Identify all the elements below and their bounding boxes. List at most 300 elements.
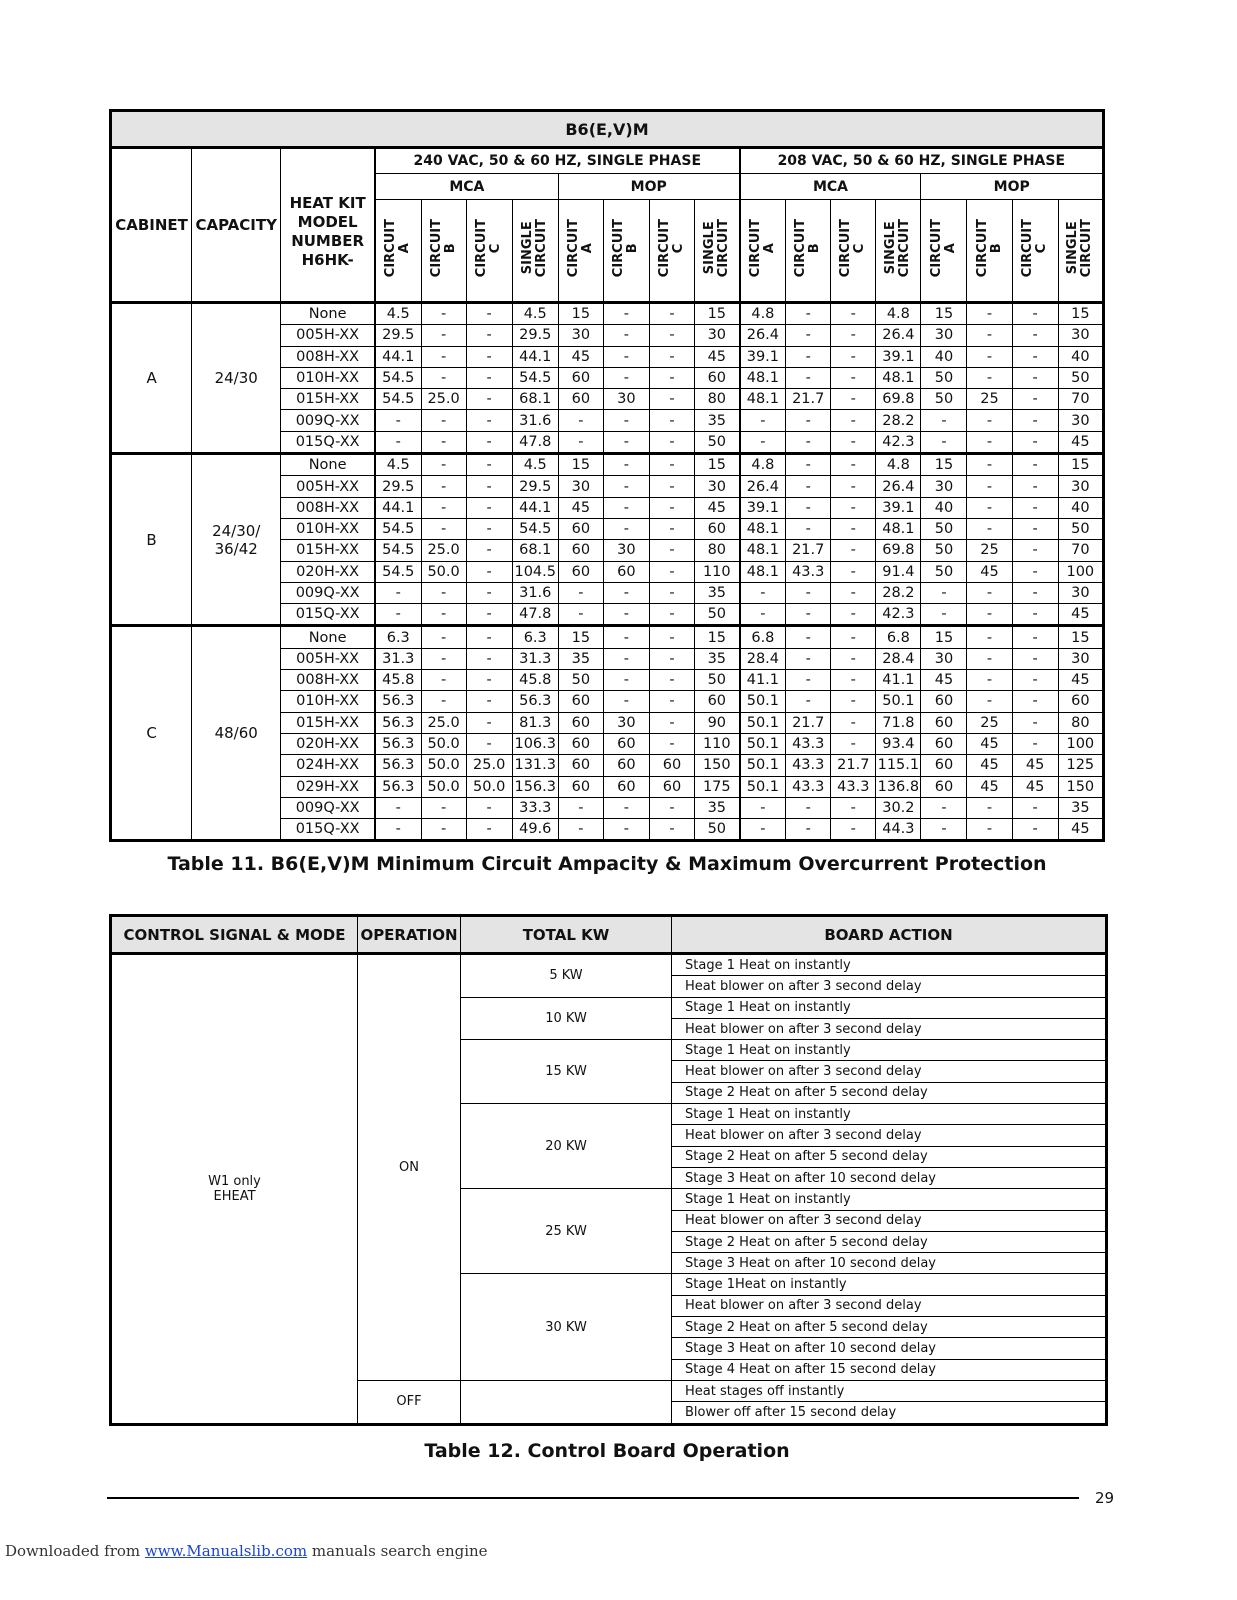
value-cell: 15 <box>921 454 967 476</box>
value-cell: 4.5 <box>512 454 558 476</box>
value-cell: 131.3 <box>512 755 558 776</box>
capacity-cell: 24/30 <box>192 303 281 454</box>
operation-cell: OFF <box>358 1380 461 1424</box>
board-action-cell: Heat blower on after 3 second delay <box>672 1295 1107 1316</box>
value-cell: 6.3 <box>512 626 558 648</box>
value-cell: - <box>1012 733 1058 754</box>
value-cell: 44.3 <box>876 819 921 841</box>
value-cell: 35 <box>1058 797 1103 818</box>
value-cell: - <box>786 497 831 518</box>
value-cell: - <box>649 497 694 518</box>
value-cell: - <box>466 367 512 388</box>
value-cell: 115.1 <box>876 755 921 776</box>
voltage-240-header: 240 VAC, 50 & 60 HZ, SINGLE PHASE <box>375 148 740 174</box>
value-cell: - <box>967 670 1012 691</box>
value-cell: 60 <box>921 712 967 733</box>
value-cell: 56.3 <box>375 733 421 754</box>
manualslib-link[interactable]: www.Manualslib.com <box>144 1542 308 1560</box>
board-action-cell: Heat stages off instantly <box>672 1380 1107 1401</box>
value-cell: - <box>603 604 649 626</box>
value-cell: - <box>603 431 649 453</box>
value-cell: 150 <box>1058 776 1103 797</box>
value-cell: 29.5 <box>375 325 421 346</box>
value-cell: 60 <box>558 389 603 410</box>
value-cell: 26.4 <box>876 325 921 346</box>
value-cell: 45 <box>1058 431 1103 453</box>
cabinet-cell: C <box>111 626 192 841</box>
value-cell: 4.5 <box>375 303 421 325</box>
board-action-cell: Heat blower on after 3 second delay <box>672 1210 1107 1231</box>
value-cell: - <box>967 367 1012 388</box>
circuit-header <box>876 200 921 303</box>
value-cell: 21.7 <box>786 712 831 733</box>
circuit-header <box>421 200 466 303</box>
board-action-cell: Heat blower on after 3 second delay <box>672 1125 1107 1146</box>
board-action-cell: Stage 1 Heat on instantly <box>672 1040 1107 1061</box>
model-cell: 015Q-XX <box>281 431 375 453</box>
value-cell: 30 <box>921 325 967 346</box>
total-kw-cell: 20 KW <box>461 1104 672 1189</box>
value-cell: 43.3 <box>786 755 831 776</box>
value-cell: 48.1 <box>740 389 786 410</box>
value-cell: 43.3 <box>786 776 831 797</box>
value-cell: - <box>421 431 466 453</box>
value-cell: 50.0 <box>421 755 466 776</box>
model-cell: None <box>281 454 375 476</box>
value-cell: 31.3 <box>512 648 558 669</box>
value-cell: - <box>740 582 786 603</box>
value-cell: 156.3 <box>512 776 558 797</box>
value-cell: 45 <box>967 755 1012 776</box>
model-cell: 015Q-XX <box>281 819 375 841</box>
value-cell: - <box>831 670 876 691</box>
value-cell: 15 <box>1058 303 1103 325</box>
value-cell: 4.8 <box>740 303 786 325</box>
value-cell: - <box>649 819 694 841</box>
circuit-header-label: CIRCUIT A <box>928 219 958 278</box>
value-cell: - <box>1012 431 1058 453</box>
value-cell: 50 <box>921 561 967 582</box>
table-12-caption: Table 12. Control Board Operation <box>424 1440 790 1462</box>
value-cell: 6.8 <box>876 626 921 648</box>
value-cell: 40 <box>1058 346 1103 367</box>
value-cell: 6.3 <box>375 626 421 648</box>
value-cell: 60 <box>558 367 603 388</box>
value-cell: - <box>786 431 831 453</box>
value-cell: 15 <box>695 454 740 476</box>
value-cell: - <box>649 303 694 325</box>
value-cell: 60 <box>603 733 649 754</box>
value-cell: 28.2 <box>876 582 921 603</box>
value-cell: - <box>466 648 512 669</box>
value-cell: 4.8 <box>876 454 921 476</box>
value-cell: - <box>603 303 649 325</box>
value-cell: 90 <box>695 712 740 733</box>
circuit-header <box>967 200 1012 303</box>
value-cell: 30 <box>1058 582 1103 603</box>
board-action-cell: Stage 3 Heat on after 10 second delay <box>672 1338 1107 1359</box>
value-cell: - <box>1012 389 1058 410</box>
value-cell: 56.3 <box>375 776 421 797</box>
value-cell: - <box>786 582 831 603</box>
value-cell: 45 <box>695 497 740 518</box>
value-cell: - <box>375 431 421 453</box>
value-cell: - <box>649 454 694 476</box>
value-cell: - <box>831 367 876 388</box>
value-cell: 60 <box>558 755 603 776</box>
value-cell: 31.3 <box>375 648 421 669</box>
value-cell: - <box>421 303 466 325</box>
value-cell: 56.3 <box>512 691 558 712</box>
value-cell: - <box>921 582 967 603</box>
value-cell: - <box>786 518 831 539</box>
value-cell: 50 <box>695 431 740 453</box>
value-cell: - <box>786 346 831 367</box>
value-cell: 30 <box>695 325 740 346</box>
total-kw-cell: 25 KW <box>461 1189 672 1274</box>
model-cell: 009Q-XX <box>281 797 375 818</box>
value-cell: - <box>967 582 1012 603</box>
value-cell: 50.0 <box>421 776 466 797</box>
board-action-cell: Heat blower on after 3 second delay <box>672 1061 1107 1082</box>
value-cell: - <box>967 626 1012 648</box>
footer-rule <box>107 1497 1079 1499</box>
value-cell: 125 <box>1058 755 1103 776</box>
value-cell: 15 <box>1058 626 1103 648</box>
value-cell: - <box>603 325 649 346</box>
value-cell: - <box>603 454 649 476</box>
value-cell: - <box>466 819 512 841</box>
value-cell: - <box>649 410 694 431</box>
value-cell: - <box>740 604 786 626</box>
value-cell: 54.5 <box>512 518 558 539</box>
value-cell: 42.3 <box>876 604 921 626</box>
circuit-header-label: SINGLE CIRCUIT <box>883 219 913 278</box>
value-cell: 48.1 <box>740 518 786 539</box>
value-cell: - <box>831 497 876 518</box>
value-cell: 50.1 <box>740 755 786 776</box>
value-cell: 60 <box>1058 691 1103 712</box>
circuit-header <box>786 200 831 303</box>
value-cell: 15 <box>558 626 603 648</box>
value-cell: 30.2 <box>876 797 921 818</box>
value-cell: 39.1 <box>740 346 786 367</box>
value-cell: - <box>649 604 694 626</box>
value-cell: - <box>466 582 512 603</box>
value-cell: 110 <box>695 733 740 754</box>
capacity-cell: 24/30/ 36/42 <box>192 454 281 626</box>
value-cell: - <box>421 626 466 648</box>
value-cell: 50.1 <box>740 691 786 712</box>
circuit-header-label: CIRCUIT C <box>474 219 504 278</box>
value-cell: 48.1 <box>740 540 786 561</box>
capacity-header: CAPACITY <box>192 148 281 303</box>
board-action-cell: Blower off after 15 second delay <box>672 1402 1107 1424</box>
value-cell: - <box>466 325 512 346</box>
value-cell: - <box>603 797 649 818</box>
value-cell: 45 <box>1058 670 1103 691</box>
value-cell: - <box>921 410 967 431</box>
value-cell: - <box>831 346 876 367</box>
circuit-header-label: CIRCUIT A <box>565 219 595 278</box>
model-cell: 015H-XX <box>281 389 375 410</box>
value-cell: 45 <box>967 776 1012 797</box>
value-cell: - <box>649 797 694 818</box>
value-cell: - <box>466 410 512 431</box>
value-cell: - <box>421 476 466 497</box>
value-cell: - <box>466 518 512 539</box>
value-cell: 60 <box>603 776 649 797</box>
value-cell: - <box>831 819 876 841</box>
value-cell: - <box>466 303 512 325</box>
value-cell: - <box>466 797 512 818</box>
mca-header: MCA <box>740 174 921 200</box>
circuit-header-label: CIRCUIT C <box>1020 219 1050 278</box>
circuit-header <box>512 200 558 303</box>
circuit-header-label: CIRCUIT B <box>611 219 641 278</box>
value-cell: 21.7 <box>786 540 831 561</box>
value-cell: - <box>466 454 512 476</box>
value-cell: 60 <box>558 712 603 733</box>
value-cell: - <box>1012 604 1058 626</box>
value-cell: 100 <box>1058 561 1103 582</box>
value-cell: - <box>831 454 876 476</box>
value-cell: - <box>649 670 694 691</box>
value-cell: 26.4 <box>740 476 786 497</box>
value-cell: 39.1 <box>876 346 921 367</box>
model-cell: 005H-XX <box>281 648 375 669</box>
value-cell: 50 <box>921 540 967 561</box>
model-cell: None <box>281 303 375 325</box>
value-cell: 43.3 <box>786 733 831 754</box>
value-cell: 93.4 <box>876 733 921 754</box>
value-cell: 30 <box>1058 648 1103 669</box>
value-cell: 30 <box>603 712 649 733</box>
value-cell: - <box>603 410 649 431</box>
value-cell: 45.8 <box>375 670 421 691</box>
value-cell: 40 <box>921 346 967 367</box>
value-cell: - <box>831 733 876 754</box>
value-cell: - <box>831 797 876 818</box>
value-cell: - <box>1012 454 1058 476</box>
value-cell: - <box>1012 712 1058 733</box>
value-cell: 175 <box>695 776 740 797</box>
value-cell: - <box>558 797 603 818</box>
value-cell: 30 <box>558 325 603 346</box>
value-cell: - <box>558 431 603 453</box>
download-footer <box>5 1542 488 1560</box>
value-cell: 106.3 <box>512 733 558 754</box>
value-cell: 50 <box>1058 367 1103 388</box>
value-cell: - <box>421 797 466 818</box>
value-cell: 50.1 <box>740 733 786 754</box>
total-kw-cell: 5 KW <box>461 954 672 998</box>
table-11-caption: Table 11. B6(E,V)M Minimum Circuit Ampacity & Maximum Overcurrent Protection <box>167 853 1047 875</box>
value-cell: - <box>649 389 694 410</box>
value-cell: - <box>603 367 649 388</box>
value-cell: - <box>649 540 694 561</box>
footer-prefix: Downloaded from <box>5 1542 145 1560</box>
total-kw-cell: 30 KW <box>461 1274 672 1380</box>
board-action-cell: Stage 2 Heat on after 5 second delay <box>672 1082 1107 1103</box>
board-action-cell: Stage 3 Heat on after 10 second delay <box>672 1253 1107 1274</box>
value-cell: - <box>466 431 512 453</box>
value-cell: - <box>375 819 421 841</box>
value-cell: 68.1 <box>512 540 558 561</box>
value-cell: - <box>603 648 649 669</box>
value-cell: 48.1 <box>876 367 921 388</box>
value-cell: 50.0 <box>421 561 466 582</box>
circuit-header <box>558 200 603 303</box>
value-cell: 45 <box>967 733 1012 754</box>
model-cell: 009Q-XX <box>281 582 375 603</box>
value-cell: 44.1 <box>375 346 421 367</box>
value-cell: - <box>1012 518 1058 539</box>
footer-suffix: manuals search engine <box>307 1542 488 1560</box>
value-cell: - <box>831 431 876 453</box>
value-cell: - <box>375 582 421 603</box>
value-cell: 80 <box>695 389 740 410</box>
value-cell: 45 <box>695 346 740 367</box>
model-cell: 029H-XX <box>281 776 375 797</box>
value-cell: - <box>831 303 876 325</box>
value-cell: - <box>967 518 1012 539</box>
value-cell: - <box>1012 476 1058 497</box>
circuit-header-label: CIRCUIT B <box>974 219 1004 278</box>
value-cell: 35 <box>558 648 603 669</box>
value-cell: 41.1 <box>876 670 921 691</box>
value-cell: 29.5 <box>512 476 558 497</box>
value-cell: - <box>786 819 831 841</box>
circuit-header-label: CIRCUIT C <box>656 219 686 278</box>
value-cell: - <box>1012 346 1058 367</box>
board-action-cell: Stage 1 Heat on instantly <box>672 954 1107 976</box>
value-cell: 45.8 <box>512 670 558 691</box>
value-cell: - <box>466 626 512 648</box>
value-cell: - <box>831 476 876 497</box>
value-cell: - <box>603 626 649 648</box>
value-cell: - <box>1012 325 1058 346</box>
value-cell: 69.8 <box>876 389 921 410</box>
value-cell: 26.4 <box>876 476 921 497</box>
value-cell: 45 <box>1058 604 1103 626</box>
value-cell: 35 <box>695 797 740 818</box>
value-cell: 60 <box>921 755 967 776</box>
value-cell: 60 <box>558 691 603 712</box>
value-cell: 33.3 <box>512 797 558 818</box>
value-cell: - <box>649 476 694 497</box>
value-cell: - <box>466 540 512 561</box>
value-cell: 50 <box>695 819 740 841</box>
value-cell: - <box>421 367 466 388</box>
value-cell: 40 <box>1058 497 1103 518</box>
value-cell: - <box>967 410 1012 431</box>
value-cell: - <box>740 431 786 453</box>
value-cell: 44.1 <box>375 497 421 518</box>
value-cell: 104.5 <box>512 561 558 582</box>
value-cell: 50 <box>695 604 740 626</box>
value-cell: - <box>831 648 876 669</box>
value-cell: - <box>466 712 512 733</box>
circuit-header-label: CIRCUIT C <box>838 219 868 278</box>
value-cell: 81.3 <box>512 712 558 733</box>
value-cell: 50.1 <box>740 712 786 733</box>
operation-header: OPERATION <box>358 916 461 954</box>
value-cell: - <box>967 346 1012 367</box>
value-cell: 60 <box>695 518 740 539</box>
board-action-cell: Heat blower on after 3 second delay <box>672 1018 1107 1039</box>
value-cell: - <box>921 819 967 841</box>
board-action-cell: Stage 2 Heat on after 5 second delay <box>672 1231 1107 1252</box>
value-cell: 100 <box>1058 733 1103 754</box>
value-cell: - <box>786 410 831 431</box>
value-cell: - <box>786 691 831 712</box>
operation-cell: ON <box>358 954 461 1381</box>
table-row <box>111 626 1104 648</box>
circuit-header-label: CIRCUIT B <box>428 219 458 278</box>
value-cell: 15 <box>695 626 740 648</box>
board-action-header: BOARD ACTION <box>672 916 1107 954</box>
value-cell: 45 <box>558 497 603 518</box>
value-cell: 30 <box>558 476 603 497</box>
value-cell: - <box>649 346 694 367</box>
value-cell: 49.6 <box>512 819 558 841</box>
value-cell: - <box>786 454 831 476</box>
value-cell: - <box>603 670 649 691</box>
value-cell: - <box>421 497 466 518</box>
value-cell: - <box>1012 303 1058 325</box>
value-cell: - <box>967 691 1012 712</box>
circuit-header <box>695 200 740 303</box>
value-cell: 15 <box>558 303 603 325</box>
circuit-header-label: SINGLE CIRCUIT <box>701 219 731 278</box>
value-cell: 25.0 <box>421 540 466 561</box>
value-cell: - <box>558 604 603 626</box>
value-cell: - <box>831 712 876 733</box>
value-cell: 39.1 <box>740 497 786 518</box>
value-cell: 4.5 <box>512 303 558 325</box>
value-cell: 47.8 <box>512 431 558 453</box>
value-cell: - <box>421 582 466 603</box>
value-cell: 56.3 <box>375 755 421 776</box>
board-action-cell: Stage 2 Heat on after 5 second delay <box>672 1317 1107 1338</box>
value-cell: 15 <box>1058 454 1103 476</box>
value-cell: 15 <box>921 626 967 648</box>
value-cell: 42.3 <box>876 431 921 453</box>
value-cell: - <box>649 325 694 346</box>
value-cell: - <box>967 454 1012 476</box>
value-cell: 60 <box>921 733 967 754</box>
value-cell: - <box>649 648 694 669</box>
model-cell: 005H-XX <box>281 325 375 346</box>
value-cell: 25.0 <box>421 712 466 733</box>
value-cell: - <box>967 819 1012 841</box>
value-cell: - <box>649 561 694 582</box>
value-cell: - <box>740 819 786 841</box>
value-cell: 54.5 <box>375 518 421 539</box>
value-cell: - <box>603 582 649 603</box>
value-cell: 30 <box>1058 476 1103 497</box>
value-cell: - <box>466 497 512 518</box>
value-cell: 45 <box>921 670 967 691</box>
model-cell: 010H-XX <box>281 691 375 712</box>
value-cell: 35 <box>695 582 740 603</box>
value-cell: 60 <box>558 540 603 561</box>
circuit-header-label: SINGLE CIRCUIT <box>520 219 550 278</box>
value-cell: 50 <box>558 670 603 691</box>
value-cell: - <box>466 733 512 754</box>
value-cell: - <box>603 691 649 712</box>
